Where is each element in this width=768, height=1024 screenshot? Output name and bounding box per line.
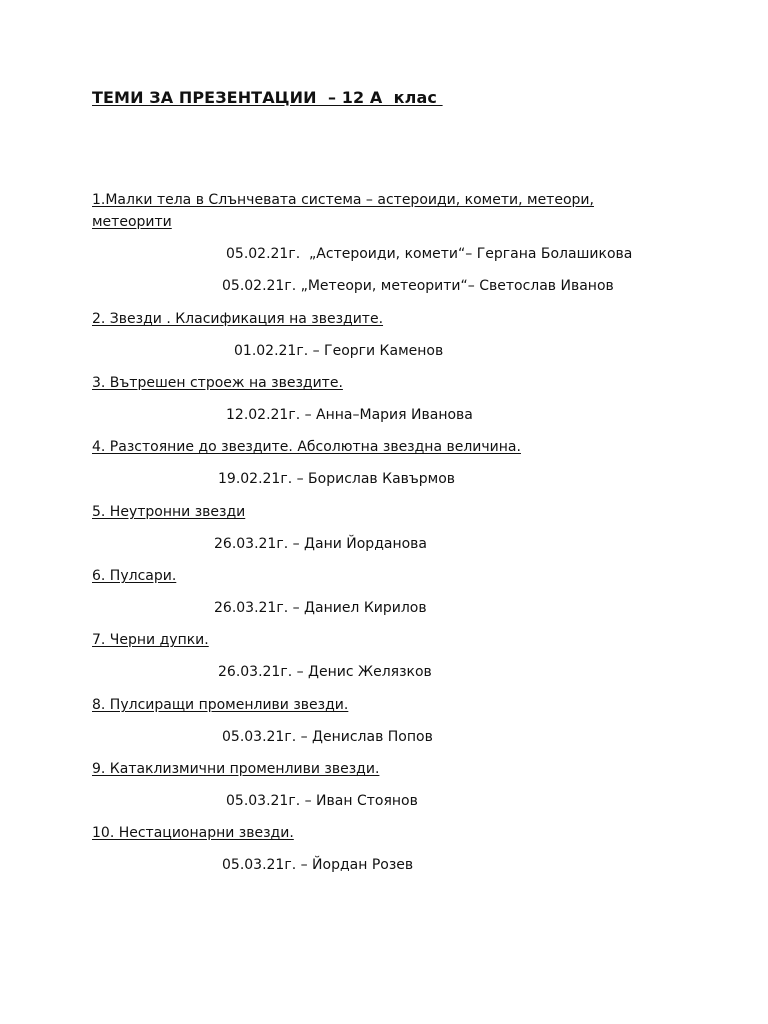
topic-heading-9: 9. Катаклизмични променливи звезди.	[92, 761, 380, 777]
topic-assignment-5: 26.03.21г. – Дани Йорданова	[214, 536, 428, 552]
topic-assignment-10: 05.03.21г. – Йордан Розев	[222, 857, 414, 873]
topic-heading-1: 1.Малки тела в Слънчевата система – астероиди, комети, метеори, метеорити	[92, 192, 594, 230]
topic-heading-8: 8. Пулсиращи променливи звезди.	[92, 697, 349, 713]
topic-assignment-8: 05.03.21г. – Денислав Попов	[222, 729, 433, 745]
topic-assignment-7: 26.03.21г. – Денис Желязков	[218, 664, 432, 680]
topic-heading-5: 5. Неутронни звезди	[92, 504, 246, 520]
topic-assignment-6: 26.03.21г. – Даниел Кирилов	[214, 600, 427, 616]
topic-heading-7: 7. Черни дупки.	[92, 632, 209, 648]
topic-assignment-9: 05.03.21г. – Иван Стоянов	[226, 793, 418, 809]
topic-heading-10: 10. Нестационарни звезди.	[92, 825, 294, 841]
topic-assignment-1b: 05.02.21г. „Метеори, метеорити“– Светослав Иванов	[222, 278, 614, 294]
topic-heading-3: 3. Вътрешен строеж на звездите.	[92, 375, 343, 391]
topic-assignment-1a: 05.02.21г. „Астероиди, комети“– Гергана Болашикова	[226, 246, 633, 262]
topic-assignment-2: 01.02.21г. – Георги Каменов	[234, 343, 444, 359]
topic-heading-4: 4. Разстояние до звездите. Абсолютна звездна величина.	[92, 439, 521, 455]
topic-assignment-4: 19.02.21г. – Борислав Кавърмов	[218, 471, 456, 487]
topic-heading-2: 2. Звезди . Класификация на звездите.	[92, 311, 384, 327]
document-title: ТЕМИ ЗА ПРЕЗЕНТАЦИИ – 12 А клас	[92, 88, 443, 107]
topic-assignment-3: 12.02.21г. – Анна–Мария Иванова	[226, 407, 473, 423]
topic-heading-6: 6. Пулсари.	[92, 568, 177, 584]
